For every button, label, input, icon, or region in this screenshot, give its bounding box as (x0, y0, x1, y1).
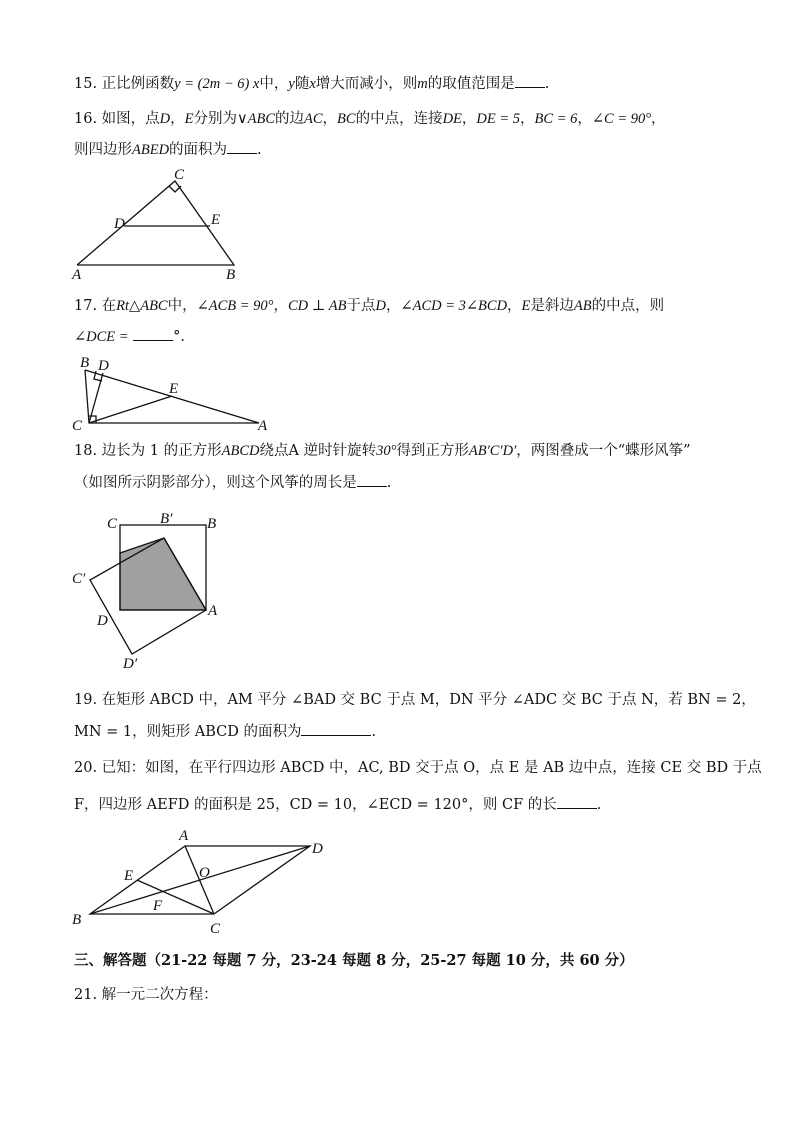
q18-square-prime: AB′C′D′ (468, 443, 517, 459)
q18-end: . (386, 475, 392, 491)
question-19 (74, 690, 756, 710)
q18-label-c: C (107, 516, 118, 532)
question-17: 17. 在Rt△ABC中，∠ACB = 90°，CD ⊥ AB于点D，∠ACD = 3∠BCD，E是斜边AB的中点，则 (74, 298, 665, 314)
q16-label-b: B (226, 267, 236, 283)
q17-text: 中， (167, 298, 197, 314)
q16-seg-ac: AC (304, 111, 323, 127)
q18-text: ，两图叠成一个“蝶形风筝” (516, 443, 691, 459)
q17-eq-dce: ∠DCE = (74, 329, 129, 345)
q18-text: 得到正方形 (396, 443, 469, 459)
q15-text-d: 增大而减小，则 (315, 76, 418, 92)
q20-label-e: E (124, 868, 134, 884)
q16-seg-bc: BC (337, 111, 356, 127)
q20-end: . (596, 797, 602, 813)
q16-number: 16. (74, 111, 98, 127)
q17-seg-ab: AB (573, 298, 592, 314)
q20-text: F，四边形 AEFD 的面积是 25，CD = 10，∠ECD = 120°，则 CF 的长 (74, 797, 557, 813)
q16-eq-de: DE = 5 (476, 111, 521, 127)
section-3-heading: 三、解答题（21-22 每题 7 分，23-24 每题 8 分，25-27 每题 10 分，共 60 分） (74, 952, 634, 969)
q20-label-d: D (312, 841, 323, 857)
q19-text: MN = 1，则矩形 ABCD 的面积为 (74, 724, 302, 740)
q16-seg-de: DE (442, 111, 462, 127)
q15-formula: y = (2m − 6) x (174, 76, 260, 92)
q16-text: 如图，点 (101, 111, 160, 127)
q16-text: 的中点，连接 (355, 111, 443, 127)
q18-number: 18. (74, 443, 98, 459)
q16-text: 则四边形 (74, 142, 132, 158)
q20-text: 已知：如图，在平行四边形 ABCD 中，AC, BD 交于点 O，点 E 是 AB 边中点，连接 CE 交 BD 于点 (101, 760, 762, 776)
question-16 (74, 109, 666, 129)
question-19-line2 (74, 721, 376, 742)
q16-label-e: E (211, 212, 221, 228)
q20-number: 20. (74, 760, 98, 776)
question-18 (74, 441, 691, 461)
q16-end: . (257, 142, 262, 158)
q15-end: . (544, 76, 550, 92)
q17-text: 的中点，则 (591, 298, 665, 314)
q17-perp: CD ⊥ AB (287, 298, 347, 314)
question-21 (74, 985, 218, 1005)
q16-eq-bc: BC = 6 (534, 111, 578, 127)
q20-label-f: F (153, 898, 163, 914)
q17-end: . (180, 329, 186, 345)
q16-label-a: A (72, 267, 82, 283)
q20-figure (66, 826, 336, 936)
q17-text: 于点 (346, 298, 376, 314)
q17-label-a: A (258, 418, 268, 434)
q16-quad: ABED (132, 142, 170, 158)
q20-label-o: O (199, 865, 210, 881)
question-15 (74, 73, 549, 94)
question-18-line2 (74, 472, 391, 493)
q17-text: 是斜边 (530, 298, 574, 314)
q20-label-a: A (179, 828, 189, 844)
q17-eq-acd: ∠ACD = 3∠BCD (400, 298, 508, 314)
q16-text: 分别为 (193, 111, 238, 127)
q18-label-b-prime: B′ (160, 511, 173, 527)
q16-var-d: D (159, 111, 171, 127)
q15-var-x: x (309, 76, 316, 92)
question-16-line2 (74, 139, 262, 160)
q18-label-a: A (208, 603, 218, 619)
q17-label-c: C (72, 418, 83, 434)
question-20 (74, 758, 762, 778)
q15-text-a: 正比例函数 (101, 76, 175, 92)
q16-label-d: D (114, 216, 125, 232)
q15-var-y: y (288, 76, 295, 92)
q21-number: 21. (74, 987, 98, 1003)
q16-triangle: ∨ABC (237, 111, 276, 127)
q17-label-e: E (169, 381, 179, 397)
q17-eq-acb: ∠ACB = 90° (196, 298, 274, 314)
q19-number: 19. (74, 692, 98, 708)
q19-end: . (371, 724, 377, 740)
q17-answer-blank[interactable] (133, 326, 173, 341)
q16-comma: ， (461, 111, 477, 127)
q18-square: ABCD (221, 443, 260, 459)
q20-answer-blank[interactable] (557, 794, 597, 809)
q15-text-e: 的取值范围是 (427, 76, 515, 92)
question-17-line2 (74, 326, 185, 347)
q19-text: 在矩形 ABCD 中，AM 平分 ∠BAD 交 BC 于点 M，DN 平分 ∠ADC 交 BC 于点 N，若 BN = 2， (101, 692, 756, 708)
q15-text-c: 随 (294, 76, 310, 92)
q17-label-b: B (80, 355, 90, 371)
q17-degree: ° (173, 329, 181, 345)
q17-label-d: D (98, 358, 109, 374)
q16-text: 的边 (275, 111, 305, 127)
q18-text: 边长为 1 的正方形 (101, 443, 222, 459)
q18-label-c-prime: C′ (72, 571, 86, 587)
q16-comma: ， (170, 111, 185, 127)
q16-comma: ， (577, 111, 592, 127)
q16-var-e: E (184, 111, 194, 127)
q18-text: （如图所示阴影部分），则这个风筝的周长是 (74, 475, 357, 491)
question-20-line2 (74, 794, 601, 815)
q18-kite-shade (120, 538, 206, 610)
q18-answer-blank[interactable] (357, 472, 387, 487)
q15-number: 15. (74, 76, 98, 92)
q16-figure (66, 166, 266, 286)
q20-segment-ce (137, 880, 214, 914)
q16-answer-blank[interactable] (227, 139, 257, 154)
q18-angle: 30° (376, 443, 397, 459)
q17-text: 在 (101, 298, 117, 314)
q17-var-d: D (375, 298, 386, 314)
q18-figure (66, 504, 236, 674)
q16-comma: ， (651, 111, 666, 127)
q16-text: 的面积为 (169, 142, 228, 158)
q18-label-b: B (207, 516, 217, 532)
q18-label-d: D (97, 613, 108, 629)
q20-label-c: C (210, 921, 221, 937)
q18-label-d-prime: D′ (123, 656, 138, 672)
q17-triangle: Rt△ABC (116, 298, 168, 314)
q15-answer-blank[interactable] (515, 73, 545, 88)
q17-segment-ce (89, 396, 172, 423)
q17-number: 17. (74, 298, 98, 314)
q16-comma: ， (322, 111, 338, 127)
q16-right-angle-mark (169, 186, 181, 192)
q18-text: 绕点A 逆时针旋转 (259, 443, 377, 459)
q16-eq-angle-c: ∠C = 90° (591, 111, 652, 127)
q15-text-b: 中， (259, 76, 289, 92)
q17-var-e: E (521, 298, 531, 314)
q15-var-m: m (417, 76, 428, 92)
q16-comma: ， (520, 111, 535, 127)
q20-label-b: B (72, 912, 82, 928)
q21-text: 解一元二次方程： (101, 987, 218, 1003)
q17-figure (72, 352, 272, 432)
q19-answer-blank[interactable] (301, 721, 371, 736)
q16-label-c: C (174, 167, 185, 183)
